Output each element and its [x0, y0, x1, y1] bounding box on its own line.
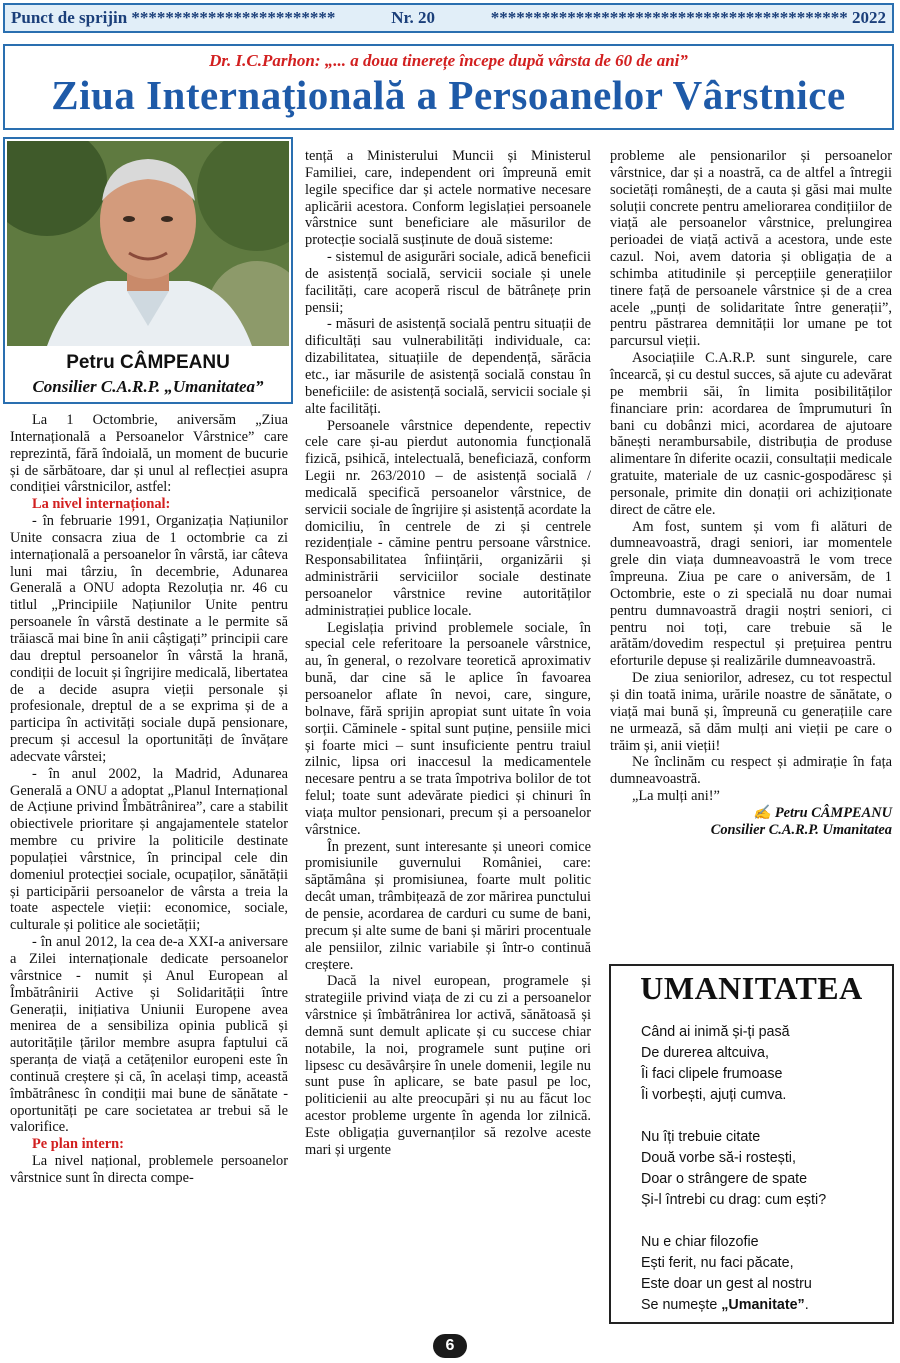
poem-line: Și-l întrebi cu drag: cum ești? [641, 1192, 827, 1208]
paragraph: - măsuri de asistență socială pentru situații de dificultăți sau vulnerabilități individuale, ca: dizabilitatea, situațiile de dependență, sărăcia etc., iar măsurile de asistență socială constau în beneficiile: de asistență socială, servicii sociale și alte facilități. [305, 316, 591, 417]
section-heading-international: La nivel internațional: [32, 496, 171, 513]
paragraph: De ziua seniorilor, adresez, cu tot respectul și din toată inima, urările noastre de sănătate, o viață mai bună și, împreună cu generațiile care ne urmează, să dăm mulți ani vieții pe care o trăim și, anii vieții! [610, 670, 892, 754]
paragraph: În prezent, sunt interesante și uneori comice promisiunile guvernului României, care: săptămâna și promisiunea, foarte mult politic decât uman, trâmbițează de zor mărirea punctului de pensie, acordarea de carduri cu sume de bani, precum și alte sume de bani și măriri procentuale ale pensiilor, zilnic variabile și într-o continuă creștere. [305, 838, 591, 973]
author-photo [7, 141, 289, 346]
paragraph: tență a Ministerului Muncii și Ministerul Familiei, care, independent ori împreună emit legile specifice dar și actele normative necesare aplicării acestora. Conform legislației persoanele vârstnice sunt beneficiare ale măsurilor de protecție socială susținute de două sisteme: [305, 148, 591, 249]
poem-line: Este doar un gest al nostru [641, 1276, 812, 1292]
issue-bar [3, 3, 894, 33]
poem-stanza [641, 1232, 891, 1316]
author-card [3, 137, 293, 404]
paragraph: - sistemul de asigurări sociale, adică beneficii de asistență socială, servicii sociale și unele facilități, care acoperă riscul de bătrânețe prin pensii; [305, 249, 591, 316]
paragraph: Ne înclinăm cu respect și admirație în fața dumneavoastră. [610, 754, 892, 788]
paragraph: Legislația privind problemele sociale, în special cele referitoare la persoanele vârstnice, au, în general, o rezolvare teoretică aproximativ bună, dar cine să le aplice în favoarea persoanelor aflate în nevoi, care, singure, bolnave, fără sprijin apropiat sunt uitate în voia sorții. Căminele - spital sunt puține, pensiile mici și foarte mici – sunt insuficiente pentru traiul zilnic, lipsa ori inaccesul la medicamentele necesare pentru a se trata împotriva bolilor de tot felul; toate sunt adevărate piedici și chinuri în viața multor pensionari, precum și a persoanelor vârstnice. [305, 619, 591, 838]
portrait-image [7, 141, 289, 346]
poem-stanza [641, 1022, 891, 1106]
poem-body [641, 1022, 891, 1337]
poem-line [641, 1295, 891, 1316]
publication-name: Punct de sprijin ************************ [11, 8, 336, 27]
paragraph: „La mulți ani!” [632, 788, 720, 805]
article-header [3, 44, 894, 130]
poem-line-end: . [804, 1297, 809, 1313]
paragraph: Dacă la nivel european, programele și strategiile privind viața de zi cu zi a persoanelor vârstnice și îmbătrânirea lor activă, sănătoasă și demnă sunt demult aplicate și cu succese chiar notabile, la noi, programele sunt puține ori lipsesc cu desăvârșire în unele domenii, legile nu sunt puse în aplicare, se bate pasul pe loc, politicienii au alte preocupări și nu au făcut loc acestor probleme urgente în agenda lor zilnică. Este obligația guvernanților să rezolve aceste mari și urgente [305, 973, 591, 1158]
poem-line: Doar o strângere de spate [641, 1171, 808, 1187]
issue-number: Nr. 20 [391, 8, 435, 27]
page-number: 6 [433, 1334, 467, 1358]
signature-role: Consilier C.A.R.P. Umanitatea [710, 821, 892, 838]
paragraph: La 1 Octombrie, aniversăm „Ziua Internațională a Persoanelor Vârstnice” care reprezintă, fără îndoială, un moment de bucurie și de sărbătoare, dar și unul al reflecției asupra condiției vârstnicilor, astfel: [10, 412, 288, 496]
poem-line: De durerea altcuiva, [641, 1045, 769, 1061]
paragraph: - în februarie 1991, Organizația Națiunilor Unite consacra ziua de 1 octombrie ca zi internațională a persoanelor în vârstă, iar câteva luni mai târziu, în decembrie, Adunarea Generală a ONU adopta Rezoluția nr. 46 cu titlul „Principiile Națiunilor Unite pentru persoanele în vârstă destinate a le permite să trăiască mai bine în anii câștigați” principii care dau dreptul persoanelor în vârstă la hrană, condiții de locuit și îngrijire medicală, libertatea de a decide asupra vieții personale și profesionale, dreptul de a se exprima și de a participa în activități sociale după pensionare, precum și accesul la oportunități de învățare adecvate vârstei; [10, 513, 288, 765]
column-1 [10, 412, 288, 1187]
signature-name: ✍ Petru CÂMPEANU [753, 804, 892, 821]
header-quote: Dr. I.C.Parhon: „... a doua tinerețe începe după vârsta de 60 de ani” [209, 51, 688, 70]
column-3 [610, 148, 892, 839]
author-role: Consilier C.A.R.P. „Umanitatea” [32, 377, 264, 396]
poem-emphasis: „Umanitate” [721, 1297, 805, 1313]
poem-box [609, 964, 894, 1324]
paragraph: Am fost, suntem și vom fi alături de dumneavoastră, dragi seniori, iar momentele grele din viața dumneavoastră le vom trece împreuna. Ziua pe care o aniversăm, de 1 Octombrie, este o zi specială nu doar numai pentru dumnavoastră dragii noștri seniori, ci pentru noi toți, care trebuie să le arătăm/dovedim respectul și prețuirea pentru eforturile depuse și realizările dumneavoastră. [610, 518, 892, 670]
poem-line: Când ai inimă și-ți pasă [641, 1024, 790, 1040]
poem-line: Ești ferit, nu faci păcate, [641, 1255, 794, 1271]
poem-line: Îi faci clipele frumoase [641, 1066, 783, 1082]
poem-stanza [641, 1127, 891, 1211]
poem-line: Îi vorbești, ajuți cumva. [641, 1087, 787, 1103]
article-title: Ziua Internaţională a Persoanelor Vârstnice [51, 72, 846, 118]
poem-line: Nu e chiar filozofie [641, 1234, 759, 1250]
column-2 [305, 148, 591, 1159]
paragraph: - în anul 2012, la cea de-a XXI-a aniversare a Zilei internaționale dedicate persoanelor vârstnice - numit și Anul European al Îmbătrânirii Active și Solidarității între Generații, inițiativa Uniunii Europene avea menirea de a sensibiliza opinia publică și autoritățile țărilor membre asupra faptului că speranța de viață a cetățenilor europeni este în continuă creștere și că, în același timp, această îmbătrânesc în condiții mai bune de sănătate - oportunități pe care societatea ar trebui să le valorifice. [10, 934, 288, 1136]
paragraph: Asociațiile C.A.R.P. sunt singurele, care încearcă, și cu destul succes, să ajute cu adevărat pe membrii săi, în limita posibilităților financiare prin: acordarea de împrumuturi în bani cu dobânzi mici, acordarea de ajutoare bănești nerambursabile, distribuția de produse alimentare în diferite ocazii, consultații medicale gratuite, materiale de uz casnic-gospodăresc și personale, primite din donații ori achiziționate direct de către ele. [610, 350, 892, 518]
issue-year: ****************************************** 2022 [490, 8, 886, 27]
poem-line-text: Se numește [641, 1297, 722, 1313]
paragraph: Persoanele vârstnice dependente, repectiv cele care și-au pierdut autonomia funcțională fizică, psihică, intelectuală, beneficiază, conform Legii nr. 263/2010 – de asistență socială / medicală specifică persoanelor vârstnice, de servicii sociale de îngrijire și asistență acordate la domiciliu, în centrele de zi și centrele rezidențiale - cămine pentru persoane vârstnice. Responsabilitatea înființării, organizării și administrării serviciilor sociale destinate persoanelor vârstnice revine autorităților administrației publice locale. [305, 417, 591, 619]
poem-line: Două vorbe să-i rostești, [641, 1150, 796, 1166]
section-heading-internal: Pe plan intern: [32, 1136, 124, 1153]
paragraph: La nivel național, problemele persoanelor vârstnice sunt în directa compe- [10, 1153, 288, 1186]
paragraph: probleme ale pensionarilor și persoanelor vârstnice, dar și a noastră, ca de altfel a întregii societăți românești, de a cauta și găsi mai multe soluții concrete pentru ameliorarea condițiilor de viață ale persoanelor vârstnice, prelungirea perioadei de viață activă a acestora, unde este cazul. Noi, avem datoria și obligația de a schimba atitudinile și percepțiile generațiilor tinere față de persoanele vârstnice și de a crea acele „punți de solidaritate între generații”, pentru păstrarea demnității lor umane pe tot parcursul vieții. [610, 148, 892, 350]
poem-title: UMANITATEA [640, 970, 863, 1006]
paragraph: - în anul 2002, la Madrid, Adunarea Generală a ONU a adoptat „Planul Internațional de Acțiune privind Îmbătrânirea”, care a stabilit obiectivele prioritare și angajamentele statelor membre cu privire la politicile destinate populației vârstnice, în principal cele din domeniul protecției sociale, ocupaților, sănătății și participării persoanelor de vârsta a treia la toate aspectele vieții: economice, sociale, culturale și politice ale societății; [10, 765, 288, 934]
poem-line: Nu îți trebuie citate [641, 1129, 761, 1145]
author-name: Petru CÂMPEANU [66, 352, 230, 373]
